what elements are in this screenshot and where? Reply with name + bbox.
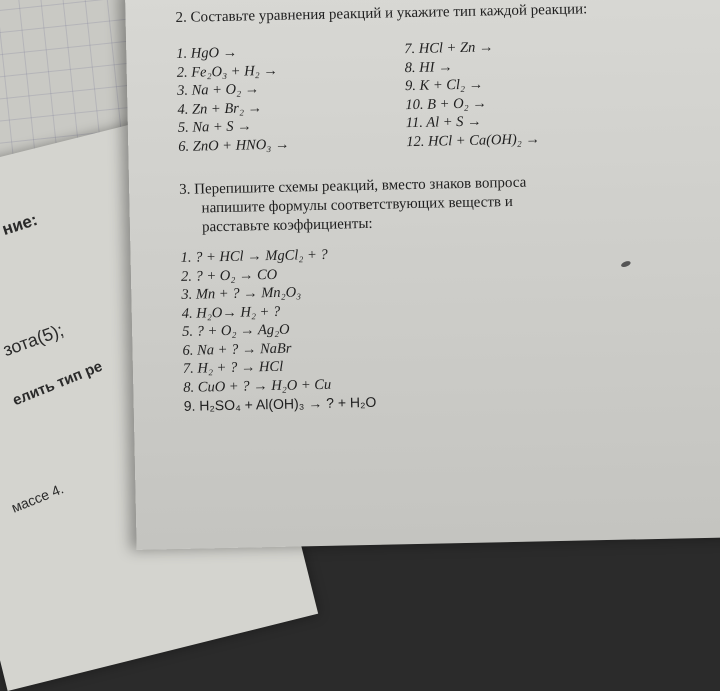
paper-fragment-text: массе 4. [8, 480, 66, 516]
reaction-item: 4. Zn + Br₂ → [177, 99, 263, 118]
scheme-item: 1. ? + HCl → MgCl₂ + ? [180, 246, 328, 266]
reaction-item: 8. HI → [404, 58, 453, 76]
reaction-item: 5. Na + S → [177, 118, 252, 136]
task-2 [175, 0, 695, 155]
task-2-right-column [404, 37, 540, 151]
ink-speck [620, 260, 631, 268]
task-2-reactions [176, 34, 696, 155]
task-3-schemes [180, 245, 376, 415]
scheme-item: 7. H₂ + ? → HCl [182, 358, 284, 377]
paper-fragment-text: ние: [0, 209, 40, 240]
scheme-item: 4. H₂O→ H₂ + ? [181, 303, 281, 322]
reaction-item: 7. HCl + Zn → [404, 39, 494, 58]
scheme-item: 9. H₂SO₄ + Al(OH)₃ → ? + H₂O [183, 393, 377, 414]
task-2-title: 2. Составьте уравнения реакций и укажите тип каждой реакции: [175, 1, 588, 26]
scheme-item: 3. Mn + ? → Mn₂O₃ [181, 284, 302, 303]
reaction-item: 2. Fe₂O₃ + H₂ → [176, 62, 278, 81]
paper-fragment-text: зота(5); [0, 319, 67, 361]
reaction-item: 11. Al + S → [405, 113, 482, 132]
reaction-item: 3. Na + O₂ → [176, 81, 260, 99]
paper-fragment-text: елить тип ре [10, 357, 105, 410]
task-3 [179, 172, 600, 238]
scheme-item: 8. CuO + ? → H₂O + Cu [183, 376, 332, 396]
scheme-item: 2. ? + O₂ → CO [180, 266, 278, 285]
worksheet [125, 0, 720, 550]
reaction-item: 12. HCl + Ca(OH)₂ → [406, 130, 541, 150]
scheme-item: 5. ? + O₂ → Ag₂O [182, 321, 290, 340]
task-2-left-column [176, 43, 289, 156]
reaction-item: 10. B + O₂ → [405, 94, 487, 113]
scheme-item: 6. Na + ? → NaBr [182, 340, 292, 359]
reaction-item: 6. ZnO + HNO₃ → [178, 136, 290, 155]
task-3-title-line: напишите формулы соответствующих веществ и [201, 193, 513, 217]
reaction-item: 1. HgO → [176, 44, 238, 62]
reaction-item: 9. K + Cl₂ → [404, 76, 484, 95]
task-3-title-line: расставьте коэффициенты: [201, 215, 373, 236]
task-3-title-line: 3. Перепишите схемы реакций, вместо знаков вопроса [179, 174, 527, 198]
